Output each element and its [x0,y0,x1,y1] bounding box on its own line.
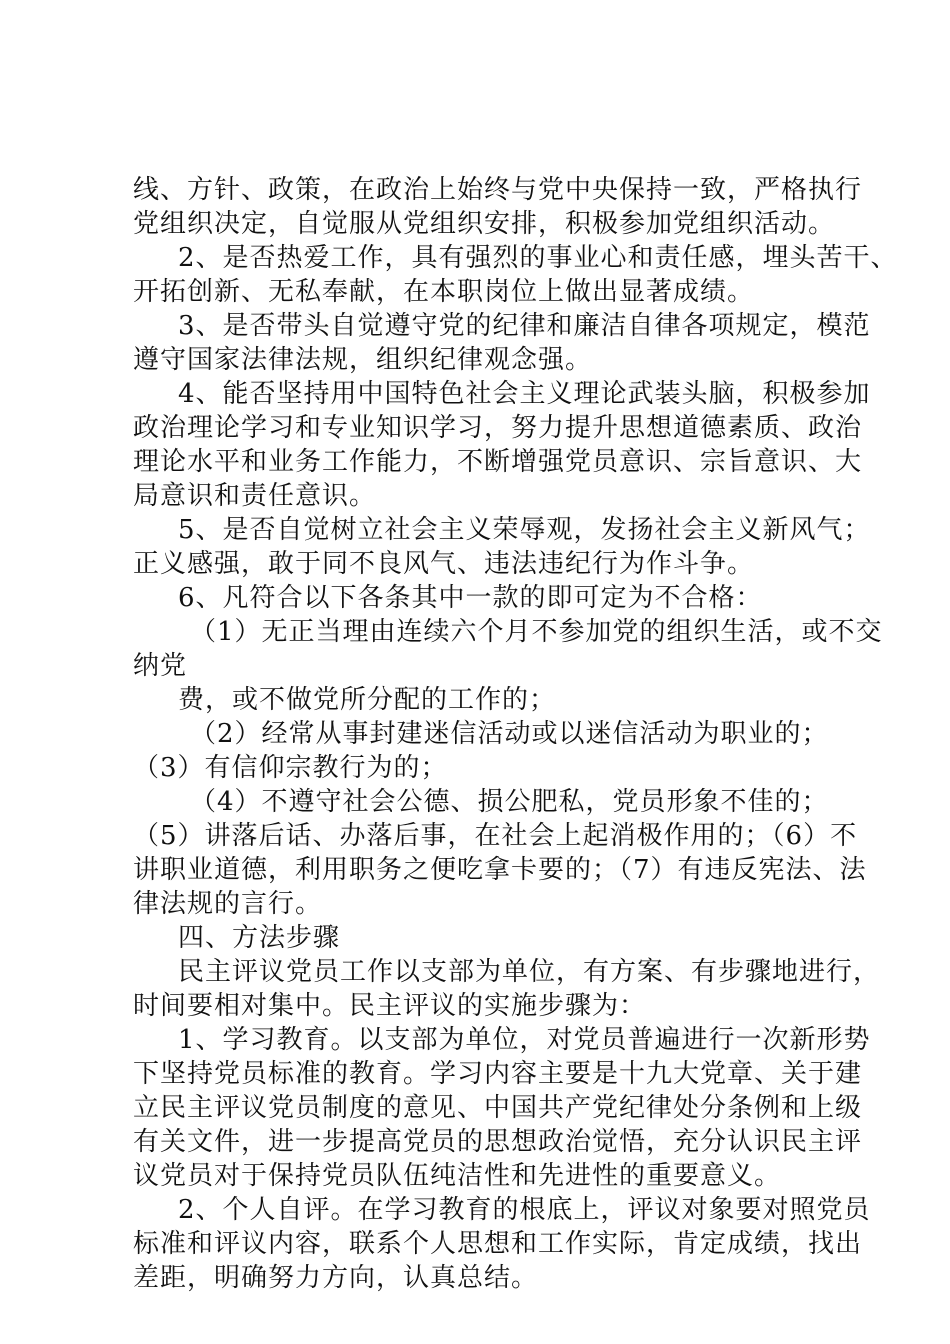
text-line: 3、是否带头自觉遵守党的纪律和廉洁自律各项规定，模范 [178,311,871,341]
text-line: 下坚持党员标准的教育。学习内容主要是十九大党章、关于建 [133,1059,863,1089]
text-line: 1、学习教育。以支部为单位，对党员普遍进行一次新形势 [178,1025,871,1055]
text-line: 开拓创新、无私奉献，在本职岗位上做出显著成绩。 [133,277,755,307]
text-line: 政治理论学习和专业知识学习，努力提升思想道德素质、政治 [133,413,863,443]
text-line: 差距，明确努力方向，认真总结。 [133,1263,539,1293]
text-line: 议党员对于保持党员队伍纯洁性和先进性的重要意义。 [133,1161,782,1191]
text-line: 标准和评议内容，联系个人思想和工作实际，肯定成绩，找出 [133,1229,863,1259]
text-line: 4、能否坚持用中国特色社会主义理论武装头脑，积极参加 [178,379,871,409]
text-line: 6、凡符合以下各条其中一款的即可定为不合格： [178,583,763,613]
text-line: 5、是否自觉树立社会主义荣辱观，发扬社会主义新风气； [178,515,871,545]
text-line: 时间要相对集中。民主评议的实施步骤为： [133,991,647,1021]
text-line: 立民主评议党员制度的意见、中国共产党纪律处分条例和上级 [133,1093,863,1123]
text-line: 律法规的言行。 [133,889,323,919]
text-line: 线、方针、政策，在政治上始终与党中央保持一致，严格执行 [133,175,863,205]
text-line: 遵守国家法律法规，组织纪律观念强。 [133,345,593,375]
text-line: （2）经常从事封建迷信活动或以迷信活动为职业的； [190,719,829,749]
text-line: （4）不遵守社会公德、损公肥私，党员形象不佳的； [190,787,829,817]
text-line: 正义感强，敢于同不良风气、违法违纪行为作斗争。 [133,549,755,579]
text-line: 纳党 [133,651,188,681]
text-line: 理论水平和业务工作能力，不断增强党员意识、宗旨意识、大 [133,447,863,477]
text-line: 费，或不做党所分配的工作的； [178,685,557,715]
text-line: （3）有信仰宗教行为的； [133,753,448,783]
text-line: 局意识和责任意识。 [133,481,377,511]
text-line: 党组织决定，自觉服从党组织安排，积极参加党组织活动。 [133,209,836,239]
section-heading: 四、方法步骤 [178,923,341,953]
text-line: 民主评议党员工作以支部为单位，有方案、有步骤地进行， [178,957,881,987]
text-line: （5）讲落后话、办落后事，在社会上起消极作用的；（6）不 [133,821,858,851]
text-line: 2、是否热爱工作，具有强烈的事业心和责任感，埋头苦干、 [178,243,898,273]
text-line: 讲职业道德，利用职务之便吃拿卡要的；（7）有违反宪法、法 [133,855,867,885]
text-line: 2、个人自评。在学习教育的根底上，评议对象要对照党员 [178,1195,871,1225]
text-line: （1）无正当理由连续六个月不参加党的组织生活，或不交 [190,617,883,647]
text-line: 有关文件，进一步提高党员的思想政治觉悟，充分认识民主评 [133,1127,863,1157]
